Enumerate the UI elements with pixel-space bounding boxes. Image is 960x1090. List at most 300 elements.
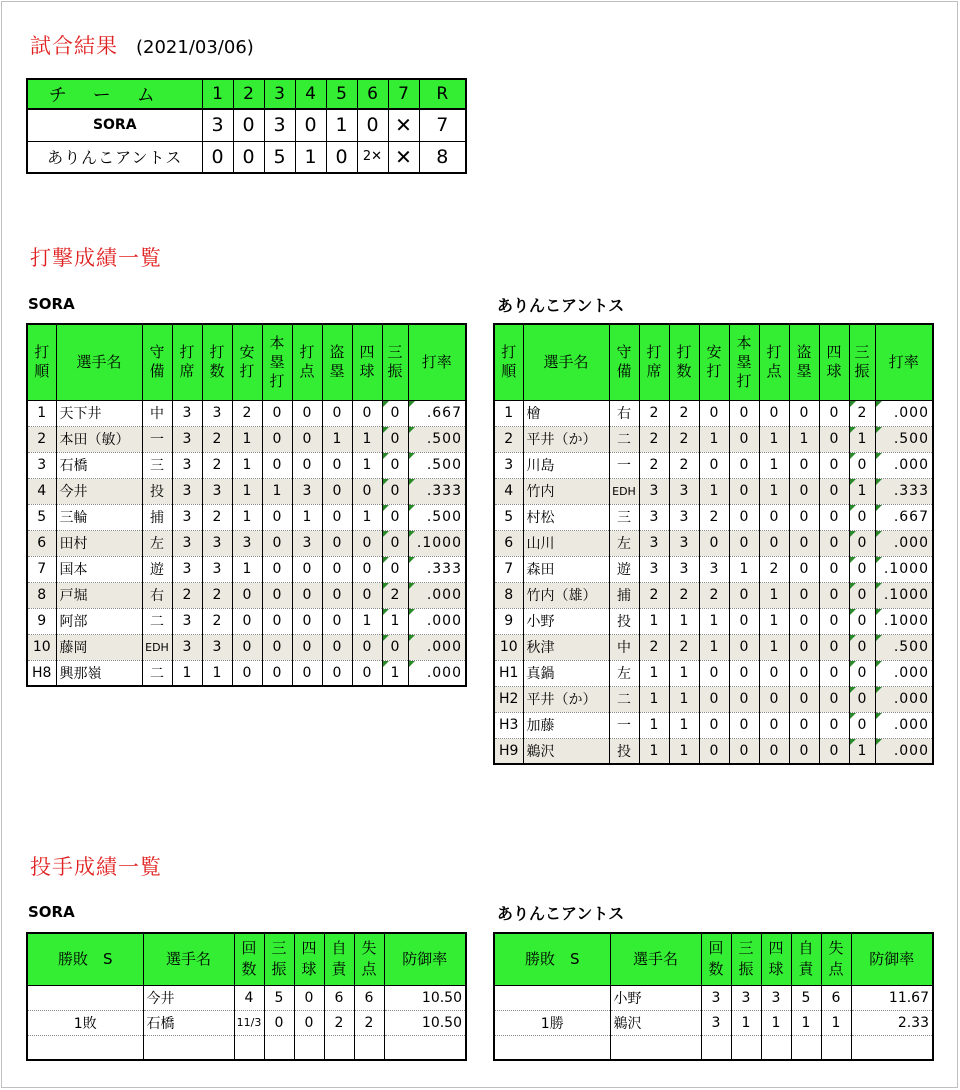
strikeouts-cell: 0 — [264, 1010, 294, 1035]
player-name-cell: 檜 — [523, 400, 609, 426]
batting-average-cell: .000 — [875, 400, 933, 426]
strikeouts-cell: 0 — [382, 504, 408, 530]
rbi-cell: 3 — [292, 478, 322, 504]
position-cell: 左 — [142, 530, 172, 556]
batting-header-cell: 守備 — [142, 324, 172, 400]
batting-order-cell: 6 — [494, 530, 523, 556]
rbi-cell: 1 — [759, 608, 789, 634]
strikeouts-cell: 0 — [849, 608, 875, 634]
hits-cell: 1 — [699, 426, 729, 452]
cell-marker-icon — [850, 583, 856, 589]
batting-order-cell: H8 — [27, 660, 56, 686]
rbi-cell: 0 — [759, 712, 789, 738]
hits-cell: 2 — [699, 504, 729, 530]
rbi-cell: 0 — [292, 608, 322, 634]
at-bats-cell: 2 — [202, 504, 232, 530]
stolen-bases-cell: 0 — [789, 452, 819, 478]
stolen-bases-cell: 0 — [789, 634, 819, 660]
innings-cell: 3 — [701, 985, 731, 1010]
cell-marker-icon — [850, 531, 856, 537]
batting-average-cell: .000 — [408, 608, 466, 634]
batting-order-cell: 4 — [27, 478, 56, 504]
at-bats-cell: 2 — [202, 426, 232, 452]
cell-marker-icon — [383, 401, 389, 407]
pitching-header-cell: 三振 — [264, 933, 294, 985]
plate-appearances-cell: 1 — [639, 738, 669, 764]
player-name-cell: 本田（敏） — [56, 426, 142, 452]
innings-cell: 4 — [234, 985, 264, 1010]
walks-cell: 0 — [819, 582, 849, 608]
strikeouts-cell: 0 — [849, 582, 875, 608]
pitching-header-row — [27, 933, 466, 985]
pitcher-name-cell: 石橋 — [143, 1010, 234, 1035]
walks-cell: 0 — [819, 556, 849, 582]
cell-marker-icon — [850, 687, 856, 693]
plate-appearances-cell: 3 — [172, 478, 202, 504]
pitcher-name-cell: 今井 — [143, 985, 234, 1010]
cell-marker-icon — [383, 635, 389, 641]
era-cell: 10.50 — [384, 985, 466, 1010]
player-name-cell: 村松 — [523, 504, 609, 530]
hits-cell: 1 — [699, 634, 729, 660]
plate-appearances-cell: 1 — [639, 608, 669, 634]
strikeouts-cell: 0 — [849, 712, 875, 738]
position-cell: 中 — [609, 634, 639, 660]
batting-team-label-ari: ありんこアントス — [497, 296, 625, 315]
home-runs-cell: 0 — [262, 634, 292, 660]
pitcher-name-cell — [143, 1035, 234, 1060]
home-runs-cell: 0 — [262, 556, 292, 582]
earned-runs-cell: 1 — [791, 1010, 821, 1035]
batting-order-cell: 10 — [494, 634, 523, 660]
score-team-name: SORA — [92, 117, 137, 134]
home-runs-cell: 0 — [729, 400, 759, 426]
stolen-bases-cell: 0 — [789, 478, 819, 504]
rbi-cell: 0 — [292, 556, 322, 582]
cell-marker-icon — [409, 661, 415, 667]
strikeouts-cell — [731, 1035, 761, 1060]
home-runs-cell: 0 — [729, 712, 759, 738]
innings-cell: 3 — [701, 1010, 731, 1035]
pitching-header-cell: 勝敗 S — [494, 933, 610, 985]
hits-cell: 1 — [232, 452, 262, 478]
pitching-header-cell: 自責 — [324, 933, 354, 985]
score-header-runs: R — [419, 79, 466, 109]
table-row — [494, 738, 933, 764]
batting-average-cell: .1000 — [408, 530, 466, 556]
strikeouts-cell: 0 — [849, 686, 875, 712]
win-loss-save-cell: 1敗 — [27, 1010, 143, 1035]
home-runs-cell: 0 — [729, 608, 759, 634]
hits-cell: 0 — [699, 530, 729, 556]
player-name-cell: 国本 — [56, 556, 142, 582]
batting-header-cell: 打数 — [669, 324, 699, 400]
batting-header-cell: 打率 — [875, 324, 933, 400]
hits-cell: 3 — [699, 556, 729, 582]
position-cell: 左 — [609, 660, 639, 686]
position-cell: 二 — [609, 426, 639, 452]
player-name-cell: 石橋 — [56, 452, 142, 478]
position-cell: 一 — [609, 712, 639, 738]
batting-team-label-sora: SORA — [28, 295, 75, 313]
batting-header-cell: 四球 — [819, 324, 849, 400]
cell-marker-icon — [876, 739, 882, 745]
batting-average-cell: .000 — [875, 738, 933, 764]
batting-header-cell: 盗塁 — [789, 324, 819, 400]
position-cell: EDH — [609, 478, 639, 504]
plate-appearances-cell: 2 — [639, 582, 669, 608]
era-cell — [384, 1035, 466, 1060]
earned-runs-cell — [791, 1035, 821, 1060]
strikeouts-cell: 0 — [849, 452, 875, 478]
runs-allowed-cell — [821, 1035, 851, 1060]
strikeouts-cell: 1 — [849, 478, 875, 504]
at-bats-cell: 3 — [202, 530, 232, 556]
position-cell: 三 — [609, 504, 639, 530]
batting-header-cell: 安打 — [699, 324, 729, 400]
cell-marker-icon — [409, 453, 415, 459]
earned-runs-cell: 6 — [324, 985, 354, 1010]
stolen-bases-cell: 0 — [322, 660, 352, 686]
plate-appearances-cell: 3 — [172, 504, 202, 530]
pitching-header-cell: 勝敗 S — [27, 933, 143, 985]
position-cell: 二 — [142, 608, 172, 634]
strikeouts-cell: 5 — [264, 985, 294, 1010]
walks-cell: 0 — [819, 686, 849, 712]
strikeouts-cell: 3 — [731, 985, 761, 1010]
at-bats-cell: 3 — [669, 556, 699, 582]
score-row-sora — [27, 109, 466, 141]
home-runs-cell: 0 — [262, 426, 292, 452]
rbi-cell: 2 — [759, 556, 789, 582]
plate-appearances-cell: 3 — [172, 400, 202, 426]
strikeouts-cell: 0 — [382, 452, 408, 478]
score-total-runs: 7 — [419, 109, 466, 141]
rbi-cell: 1 — [759, 478, 789, 504]
pitching-header-cell: 四球 — [761, 933, 791, 985]
strikeouts-cell: 0 — [382, 530, 408, 556]
batting-order-cell: 3 — [494, 452, 523, 478]
strikeouts-cell: 0 — [382, 400, 408, 426]
stolen-bases-cell: 0 — [789, 686, 819, 712]
hits-cell: 0 — [699, 452, 729, 478]
innings-cell: 11/3 — [234, 1010, 264, 1035]
score-cell: 0 — [357, 109, 388, 141]
plate-appearances-cell: 2 — [639, 452, 669, 478]
at-bats-cell: 1 — [202, 660, 232, 686]
player-name-cell: 竹内 — [523, 478, 609, 504]
score-header-inning: 2 — [233, 79, 264, 109]
plate-appearances-cell: 1 — [639, 686, 669, 712]
batting-order-cell: 10 — [27, 634, 56, 660]
batting-header-cell: 打数 — [202, 324, 232, 400]
table-row — [27, 634, 466, 660]
score-cell: 5 — [264, 141, 295, 173]
walks-cell: 0 — [352, 634, 382, 660]
cell-marker-icon — [409, 609, 415, 615]
batting-order-cell: 6 — [27, 530, 56, 556]
pitcher-name-cell — [610, 1035, 701, 1060]
home-runs-cell: 0 — [262, 660, 292, 686]
table-row — [27, 478, 466, 504]
plate-appearances-cell: 1 — [639, 660, 669, 686]
stolen-bases-cell: 1 — [322, 426, 352, 452]
walks-cell: 0 — [819, 530, 849, 556]
hits-cell: 0 — [232, 660, 262, 686]
walks-cell: 0 — [352, 530, 382, 556]
cell-marker-icon — [876, 427, 882, 433]
rbi-cell: 0 — [759, 738, 789, 764]
walks-cell: 1 — [352, 452, 382, 478]
table-row — [494, 660, 933, 686]
cell-marker-icon — [876, 687, 882, 693]
cell-marker-icon — [409, 505, 415, 511]
cell-marker-icon — [850, 453, 856, 459]
player-name-cell: 阿部 — [56, 608, 142, 634]
walks-cell: 0 — [352, 478, 382, 504]
batting-order-cell: 4 — [494, 478, 523, 504]
at-bats-cell: 3 — [202, 634, 232, 660]
walks-cell: 0 — [819, 452, 849, 478]
win-loss-save-cell: 1勝 — [494, 1010, 610, 1035]
strikeouts-cell: 1 — [849, 738, 875, 764]
position-cell: 三 — [142, 452, 172, 478]
pitcher-name-cell: 鵜沢 — [610, 1010, 701, 1035]
player-name-cell: 今井 — [56, 478, 142, 504]
earned-runs-cell: 2 — [324, 1010, 354, 1035]
player-name-cell: 小野 — [523, 608, 609, 634]
table-row — [27, 504, 466, 530]
plate-appearances-cell: 3 — [639, 504, 669, 530]
rbi-cell: 0 — [759, 660, 789, 686]
win-loss-save-cell — [494, 985, 610, 1010]
at-bats-cell: 2 — [669, 400, 699, 426]
cell-marker-icon — [409, 427, 415, 433]
strikeouts-cell: 0 — [849, 504, 875, 530]
stolen-bases-cell: 0 — [322, 504, 352, 530]
cell-marker-icon — [850, 427, 856, 433]
strikeouts-cell: 1 — [731, 1010, 761, 1035]
batting-order-cell: 3 — [27, 452, 56, 478]
position-cell: 一 — [609, 452, 639, 478]
table-row — [494, 452, 933, 478]
pitching-header-cell: 選手名 — [610, 933, 701, 985]
batting-header-cell: 打席 — [172, 324, 202, 400]
score-cell: ✕ — [388, 141, 419, 173]
earned-runs-cell: 5 — [791, 985, 821, 1010]
cell-marker-icon — [876, 609, 882, 615]
table-row — [494, 985, 933, 1010]
score-cell: 1 — [295, 141, 326, 173]
batting-header-row — [494, 324, 933, 400]
at-bats-cell: 1 — [669, 608, 699, 634]
page-title — [30, 30, 254, 60]
win-loss-save-cell — [494, 1035, 610, 1060]
stolen-bases-cell: 0 — [789, 556, 819, 582]
home-runs-cell: 0 — [262, 608, 292, 634]
batting-header-cell: 本塁打 — [262, 324, 292, 400]
batting-header-cell: 打点 — [292, 324, 322, 400]
at-bats-cell: 2 — [202, 452, 232, 478]
batting-average-cell: .500 — [875, 634, 933, 660]
table-row — [27, 400, 466, 426]
strikeouts-cell: 0 — [849, 660, 875, 686]
hits-cell: 0 — [699, 660, 729, 686]
plate-appearances-cell: 2 — [639, 634, 669, 660]
batting-header-cell: 三振 — [382, 324, 408, 400]
batting-header-cell: 盗塁 — [322, 324, 352, 400]
batting-average-cell: .1000 — [875, 582, 933, 608]
batting-order-cell: H3 — [494, 712, 523, 738]
cell-marker-icon — [409, 557, 415, 563]
rbi-cell: 0 — [759, 504, 789, 530]
hits-cell: 0 — [232, 582, 262, 608]
table-row — [494, 478, 933, 504]
strikeouts-cell: 1 — [849, 426, 875, 452]
at-bats-cell: 1 — [669, 686, 699, 712]
position-cell: 投 — [609, 738, 639, 764]
plate-appearances-cell: 1 — [172, 660, 202, 686]
walks-cell: 0 — [819, 400, 849, 426]
cell-marker-icon — [383, 453, 389, 459]
position-cell: 右 — [142, 582, 172, 608]
strikeouts-cell — [264, 1035, 294, 1060]
player-name-cell: 山川 — [523, 530, 609, 556]
batting-header-cell: 安打 — [232, 324, 262, 400]
home-runs-cell: 0 — [729, 452, 759, 478]
rbi-cell: 0 — [292, 426, 322, 452]
hits-cell: 1 — [232, 426, 262, 452]
plate-appearances-cell: 3 — [639, 530, 669, 556]
cell-marker-icon — [383, 609, 389, 615]
batting-order-cell: 8 — [27, 582, 56, 608]
walks-cell: 1 — [352, 608, 382, 634]
plate-appearances-cell: 3 — [172, 556, 202, 582]
walks-cell: 0 — [294, 985, 324, 1010]
strikeouts-cell: 1 — [382, 660, 408, 686]
strikeouts-cell: 0 — [382, 556, 408, 582]
batting-average-cell: .000 — [408, 582, 466, 608]
batting-header-row — [27, 324, 466, 400]
rbi-cell: 3 — [292, 530, 322, 556]
stolen-bases-cell: 0 — [322, 608, 352, 634]
hits-cell: 2 — [699, 582, 729, 608]
batting-average-cell: .333 — [408, 478, 466, 504]
table-row — [27, 660, 466, 686]
stolen-bases-cell: 0 — [789, 738, 819, 764]
walks-cell: 1 — [352, 426, 382, 452]
score-header-inning: 1 — [202, 79, 233, 109]
batting-order-cell: 1 — [494, 400, 523, 426]
stolen-bases-cell: 1 — [789, 426, 819, 452]
player-name-cell: 平井（か） — [523, 426, 609, 452]
cell-marker-icon — [383, 583, 389, 589]
batting-average-cell: .667 — [408, 400, 466, 426]
batting-order-cell: H2 — [494, 686, 523, 712]
home-runs-cell: 0 — [729, 478, 759, 504]
table-row — [494, 582, 933, 608]
score-cell: 0 — [202, 141, 233, 173]
stolen-bases-cell: 0 — [789, 582, 819, 608]
walks-cell: 0 — [819, 478, 849, 504]
batting-order-cell: 7 — [27, 556, 56, 582]
batting-header-cell: 四球 — [352, 324, 382, 400]
batting-average-cell: .000 — [875, 530, 933, 556]
strikeouts-cell: 2 — [849, 400, 875, 426]
player-name-cell: 三輪 — [56, 504, 142, 530]
walks-cell: 0 — [819, 426, 849, 452]
walks-cell: 0 — [819, 738, 849, 764]
player-name-cell: 戸堀 — [56, 582, 142, 608]
cell-marker-icon — [383, 557, 389, 563]
strikeouts-cell: 0 — [382, 478, 408, 504]
batting-table-sora — [26, 323, 467, 687]
score-cell: 2✕ — [357, 141, 388, 173]
table-row — [27, 1010, 466, 1035]
batting-header-cell: 打率 — [408, 324, 466, 400]
hits-cell: 0 — [699, 738, 729, 764]
at-bats-cell: 1 — [669, 738, 699, 764]
batting-average-cell: .000 — [875, 660, 933, 686]
rbi-cell: 1 — [759, 634, 789, 660]
pitching-header-cell: 回数 — [234, 933, 264, 985]
position-cell: 中 — [142, 400, 172, 426]
score-row-ari — [27, 141, 466, 173]
hits-cell: 1 — [232, 556, 262, 582]
walks-cell: 0 — [294, 1010, 324, 1035]
batting-title: 打撃成績一覧 — [30, 246, 162, 270]
at-bats-cell: 2 — [669, 582, 699, 608]
player-name-cell: 平井（か） — [523, 686, 609, 712]
runs-allowed-cell: 6 — [821, 985, 851, 1010]
score-cell: 0 — [326, 141, 357, 173]
plate-appearances-cell: 3 — [172, 634, 202, 660]
batting-header-cell: 選手名 — [56, 324, 142, 400]
player-name-cell: 鵜沢 — [523, 738, 609, 764]
batting-order-cell: 9 — [27, 608, 56, 634]
rbi-cell: 0 — [292, 400, 322, 426]
position-cell: 左 — [609, 530, 639, 556]
position-cell: 一 — [142, 426, 172, 452]
table-row — [27, 452, 466, 478]
batting-average-cell: .500 — [408, 504, 466, 530]
pitcher-name-cell: 小野 — [610, 985, 701, 1010]
game-date: (2021/03/06) — [136, 37, 254, 58]
batting-order-cell: 1 — [27, 400, 56, 426]
batting-average-cell: .667 — [875, 504, 933, 530]
batting-order-cell: 8 — [494, 582, 523, 608]
home-runs-cell: 0 — [729, 634, 759, 660]
table-row — [494, 530, 933, 556]
hits-cell: 2 — [232, 400, 262, 426]
walks-cell — [294, 1035, 324, 1060]
hits-cell: 1 — [232, 504, 262, 530]
walks-cell: 0 — [352, 582, 382, 608]
cell-marker-icon — [876, 557, 882, 563]
plate-appearances-cell: 3 — [172, 426, 202, 452]
position-cell: 二 — [142, 660, 172, 686]
cell-marker-icon — [850, 557, 856, 563]
position-cell: 捕 — [142, 504, 172, 530]
walks-cell: 3 — [761, 985, 791, 1010]
stolen-bases-cell: 0 — [322, 556, 352, 582]
batting-average-cell: .333 — [408, 556, 466, 582]
pitching-header-cell: 三振 — [731, 933, 761, 985]
batting-average-cell: .1000 — [875, 608, 933, 634]
score-table — [26, 78, 467, 174]
batting-table-ari — [493, 323, 934, 765]
cell-marker-icon — [850, 739, 856, 745]
